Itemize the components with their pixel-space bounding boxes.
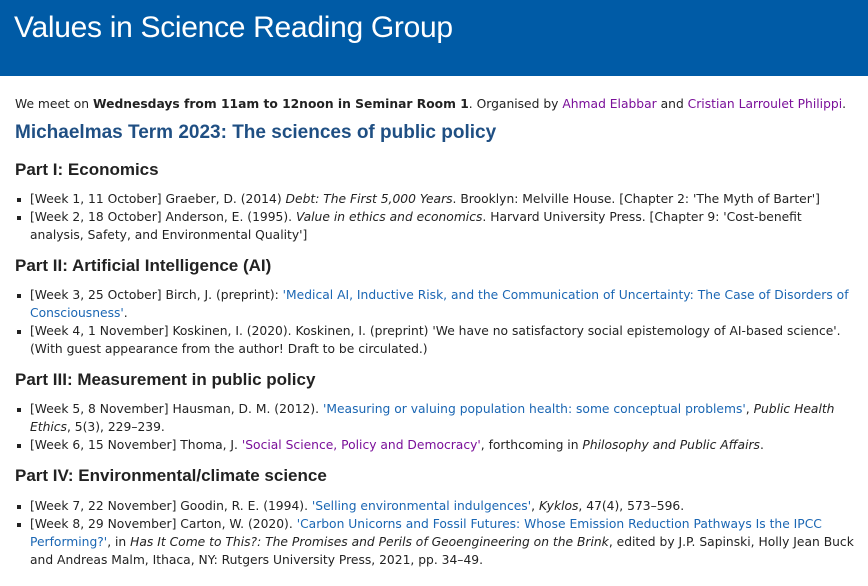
- item-title-italic: Debt: The First 5,000 Years: [285, 192, 453, 206]
- header-banner: [0, 0, 868, 76]
- section-heading-economics: Part I: Economics: [15, 160, 159, 179]
- section-heading-environment: Part IV: Environmental/climate science: [15, 466, 327, 485]
- item-journal-italic: Public Health Ethics: [30, 402, 835, 434]
- item-title-italic: Value in ethics and economics: [295, 210, 483, 224]
- organiser-link-larroulet[interactable]: Cristian Larroulet Philippi: [687, 97, 843, 111]
- reading-list-measurement: [15, 400, 858, 454]
- list-item: [30, 436, 858, 454]
- reading-link-goodin[interactable]: 'Selling environmental indulgences': [311, 499, 532, 513]
- site-title: Values in Science Reading Group: [14, 11, 453, 44]
- item-text: , forthcoming in: [480, 438, 583, 452]
- item-text: , 47(4), 573–596.: [578, 499, 685, 513]
- item-text: . Harvard University Press. [Chapter 9: 'Cost-benefit analysis, Safety, and Environmental Quality']: [30, 210, 802, 242]
- reading-list-economics: [15, 190, 858, 244]
- list-item: [30, 400, 858, 436]
- organiser-link-elabbar[interactable]: Ahmad Elabbar: [562, 97, 657, 111]
- list-item: [30, 208, 858, 244]
- reading-link-birch[interactable]: 'Medical AI, Inductive Risk, and the Communication of Uncertainty: The Case of Disorders of Consciousness': [30, 288, 849, 320]
- item-text: [Week 4, 1 November] Koskinen, I. (2020). Koskinen, I. (preprint) 'We have no satisfactory social epistemology of AI-based science'. (With guest appearance from the author! Draft to be circulated.): [30, 324, 841, 356]
- item-text: [Week 6, 15 November] Thoma, J.: [30, 438, 242, 452]
- intro-suffix: .: [842, 97, 847, 111]
- item-text: , in: [107, 535, 131, 549]
- reading-link-hausman[interactable]: 'Measuring or valuing population health: some conceptual problems': [322, 402, 746, 416]
- reading-link-carton[interactable]: 'Carbon Unicorns and Fossil Futures: Whose Emission Reduction Pathways Is the IPCC Performing?': [30, 517, 822, 549]
- list-item: [30, 515, 858, 569]
- intro-paragraph: [15, 96, 858, 113]
- reading-link-thoma[interactable]: 'Social Science, Policy and Democracy': [241, 438, 481, 452]
- item-book-italic: Has It Come to This?: The Promises and Perils of Geoengineering on the Brink: [130, 535, 609, 549]
- item-text: , edited by J.P. Sapinski, Holly Jean Buck and Andreas Malm, Ithaca, NY: Rutgers University Press, 2021, pp. 34–49.: [30, 535, 854, 567]
- list-item: [30, 190, 858, 208]
- item-text: ,: [531, 499, 539, 513]
- reading-list-ai: [15, 286, 858, 358]
- item-text: [Week 1, 11 October] Graeber, D. (2014): [30, 192, 286, 206]
- item-text: [Week 3, 25 October] Birch, J. (preprint):: [30, 288, 283, 302]
- item-text: [Week 7, 22 November] Goodin, R. E. (1994).: [30, 499, 312, 513]
- item-text: [Week 2, 18 October] Anderson, E. (1995).: [30, 210, 296, 224]
- item-text: [Week 8, 29 November] Carton, W. (2020).: [30, 517, 297, 531]
- item-text: ,: [745, 402, 754, 416]
- intro-and: and: [656, 97, 688, 111]
- reading-list-environment: [15, 497, 858, 569]
- main-content: [0, 96, 868, 569]
- list-item: [30, 286, 858, 322]
- item-journal-italic: Kyklos: [538, 499, 579, 513]
- intro-mid: . Organised by: [468, 97, 563, 111]
- meeting-schedule: Wednesdays from 11am to 12noon in Seminar Room 1: [92, 97, 469, 111]
- item-text: [Week 5, 8 November] Hausman, D. M. (2012).: [30, 402, 323, 416]
- list-item: [30, 322, 858, 358]
- intro-prefix: We meet on: [15, 97, 93, 111]
- term-title: Michaelmas Term 2023: The sciences of public policy: [15, 122, 497, 143]
- section-heading-measurement: Part III: Measurement in public policy: [15, 370, 316, 389]
- section-heading-ai: Part II: Artificial Intelligence (AI): [15, 256, 272, 275]
- item-text: . Brooklyn: Melville House. [Chapter 2: 'The Myth of Barter']: [452, 192, 820, 206]
- item-journal-italic: Philosophy and Public Affairs: [582, 438, 760, 452]
- item-text: .: [759, 438, 764, 452]
- list-item: [30, 497, 858, 515]
- item-text: , 5(3), 229–239.: [66, 420, 165, 434]
- item-text: .: [123, 306, 128, 320]
